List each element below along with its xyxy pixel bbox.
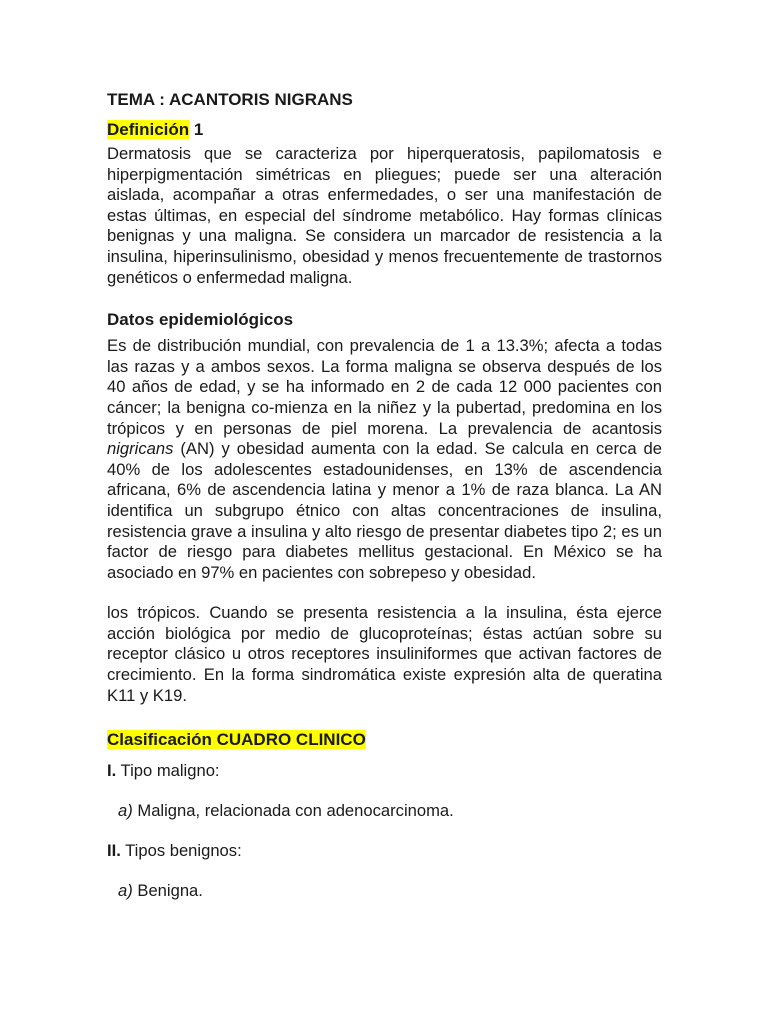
classification-label: Clasificación CUADRO CLINICO <box>107 730 366 750</box>
item-marker: a) <box>118 801 133 821</box>
classification-item-benign-types <box>107 840 662 862</box>
document-title: TEMA : ACANTORIS NIGRANS <box>107 90 353 109</box>
item-marker: a) <box>118 881 133 901</box>
classification-subitem-malignant <box>107 800 662 822</box>
definition-paragraph: Dermatosis que se caracteriza por hiperqueratosis, papilomatosis e hiperpigmentación simétricas en pliegues; puede ser una alteración aislada, acompañar a otras enfermedades, o ser una manifestación de estas últimas, en especial del síndrome metabólico. Hay formas clínicas benignas y una maligna. Se considera un marcador de resistencia a la insulina, hiperinsulinismo, obesidad y menos frecuentemente de trastornos genéticos o enfermedad maligna. <box>107 144 662 287</box>
epidemiology-text-part1: Es de distribución mundial, con prevalencia de 1 a 13.3%; afecta a todas las razas y a ambos sexos. La forma maligna se observa después de los 40 años de edad, y se ha informado en 2 de cada 12 000 pacientes con cáncer; la benigna co-mienza en la niñez y la pubertad, predomina en los trópicos y en personas de piel morena. La prevalencia de acantosis <box>107 336 662 438</box>
item-text: Tipo maligno: <box>116 761 220 781</box>
item-text: Tipos benignos: <box>120 841 242 861</box>
classification-item-malignant-type <box>107 760 662 782</box>
document-page <box>107 88 662 902</box>
definition-label: Definición <box>107 120 190 139</box>
epidemiology-text-part2: (AN) y obesidad aumenta con la edad. Se calcula en cerca de 40% de los adolescentes estadounidenses, en 13% de ascendencia africana, 6% de ascendencia latina y menor a 1% de raza blanca. La AN identifica un subgrupo étnico con altas concentraciones de insulina, resistencia grave a insulina y alto riesgo de presentar diabetes tipo 2; es un factor de riesgo para diabetes mellitus gestacional. En México se ha asociado en 97% en pacientes con sobrepeso y obesidad. <box>107 439 662 582</box>
epidemiology-heading: Datos epidemiológicos <box>107 310 294 330</box>
item-text: Maligna, relacionada con adenocarcinoma. <box>132 801 454 821</box>
item-marker: II. <box>107 841 121 861</box>
definition-number: 1 <box>193 120 204 139</box>
epidemiology-italic-term: nigricans <box>107 439 174 459</box>
epidemiology-paragraph <box>107 336 662 583</box>
classification-subitem-benign <box>107 880 662 902</box>
classification-heading <box>107 728 662 752</box>
item-marker: I. <box>107 761 117 781</box>
item-text: Benigna. <box>132 881 203 901</box>
definition-heading <box>107 118 662 142</box>
continuation-paragraph: los trópicos. Cuando se presenta resistencia a la insulina, ésta ejerce acción biológica por medio de glucoproteínas; éstas actúan sobre su receptor clásico u otros receptores insuliniformes que activan factores de crecimiento. En la forma sindromática existe expresión alta de queratina K11 y K19. <box>107 603 662 705</box>
